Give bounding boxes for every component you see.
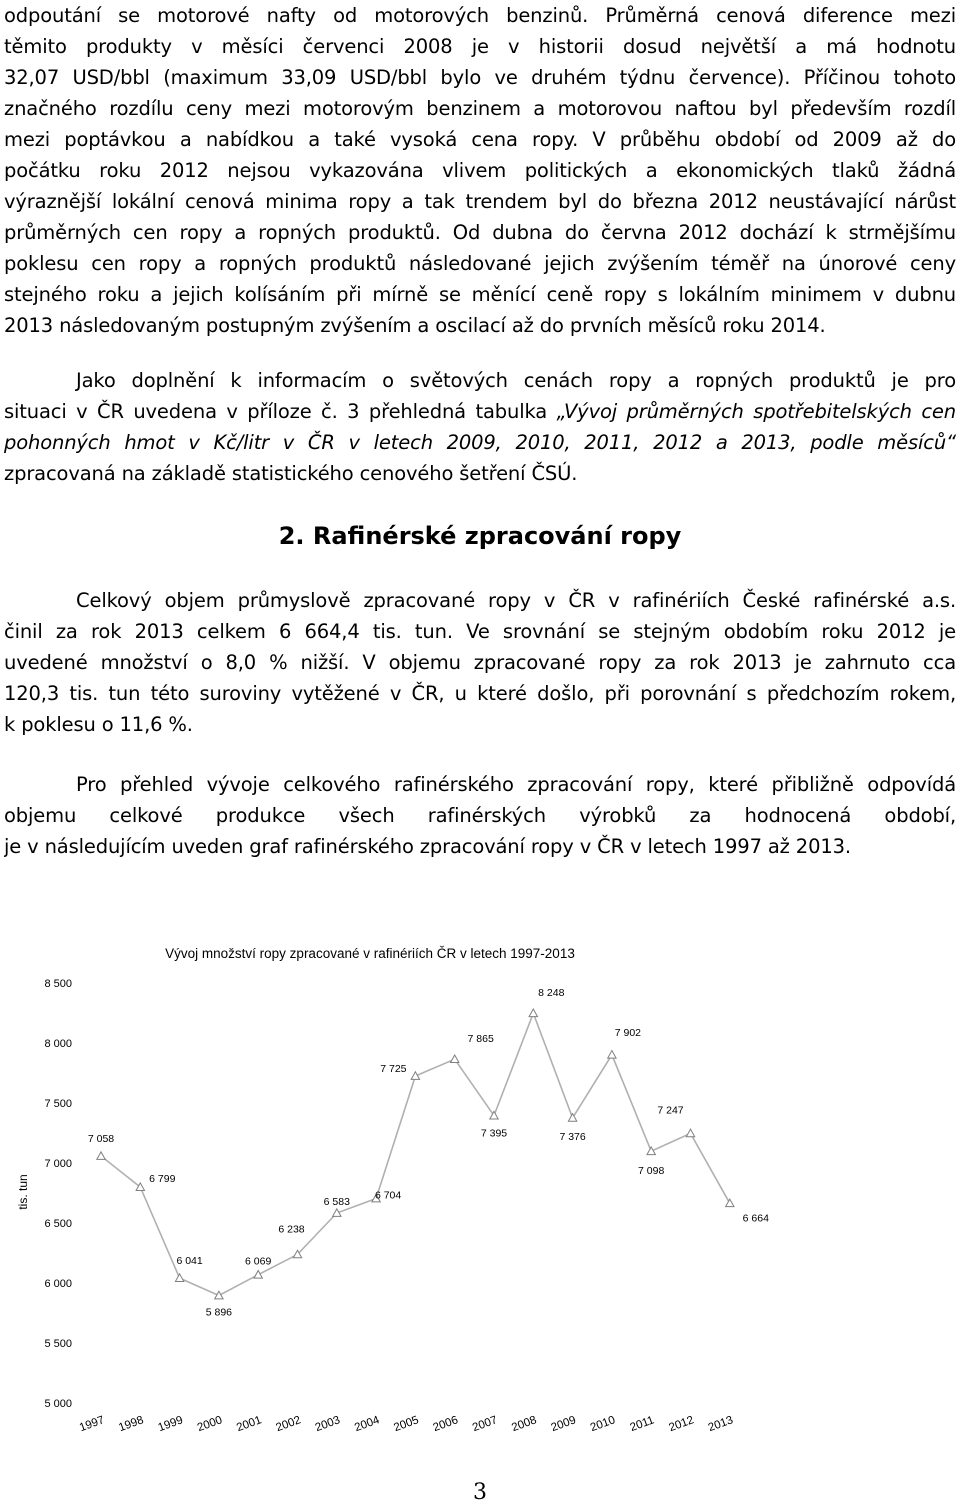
x-tick-label: 2002 [274, 1414, 303, 1435]
paragraph-chart-intro [4, 769, 956, 862]
paragraph-line: Celkový objem průmyslově zpracované ropy v ČR v rafinériích České rafinérské a.s. [76, 589, 956, 612]
data-point-marker [529, 1009, 537, 1017]
data-point-marker [568, 1114, 576, 1122]
y-tick-label: 5 500 [44, 1338, 72, 1350]
x-tick-label: 1998 [117, 1414, 146, 1435]
paragraph-line: výraznější lokální cenová minima ropy a tak trendem byl do března 2012 neustávající nárůst [4, 190, 956, 213]
paragraph-line: značného rozdílu ceny mezi motorovým benzinem a motorovou naftou byl především rozdíl [4, 97, 956, 120]
data-label: 7 058 [87, 1133, 115, 1146]
paragraph-oil-prices [4, 0, 956, 341]
paragraph-line: 32,07 USD/bbl (maximum 33,09 USD/bbl bylo ve druhém týdnu července). Příčinou tohoto [4, 66, 956, 89]
data-point-marker [254, 1271, 262, 1279]
data-label: 8 248 [538, 987, 565, 1000]
x-tick-label: 2011 [628, 1414, 656, 1435]
paragraph-line [4, 396, 956, 427]
x-tick-label: 1997 [77, 1414, 107, 1435]
paragraph-line: počátku roku 2012 nejsou vykazována vlivem politických a ekonomických tlaků žádná [4, 159, 956, 182]
paragraph-line: poklesu cen ropy a ropných produktů následované jejich zvýšením téměř na únorové ceny [4, 252, 956, 275]
data-point-marker [686, 1129, 694, 1137]
y-tick-label: 6 000 [44, 1278, 72, 1290]
data-label: 7 902 [614, 1026, 642, 1039]
paragraph-line: odpoutání se motorové nafty od motorových benzinů. Průměrná cenová diference mezi [4, 4, 956, 27]
x-tick-label: 2000 [195, 1414, 224, 1435]
paragraph-line [4, 427, 956, 458]
chart-title: Vývoj množství ropy zpracované v rafinériích ČR v letech 1997-2013 [165, 946, 575, 961]
x-tick-label: 2007 [470, 1414, 500, 1435]
paragraph-line: stejného roku a jejich kolísáním při mírně se měnící ceně ropy s lokálním minimem v dubnu [4, 283, 956, 306]
x-tick-label: 2005 [392, 1414, 421, 1435]
y-tick-label: 8 500 [44, 978, 72, 990]
data-label: 6 704 [374, 1189, 402, 1202]
x-tick-label: 2001 [235, 1414, 264, 1435]
x-tick-label: 2013 [706, 1414, 735, 1435]
paragraph-line: průměrných cen ropy a ropných produktů. Od dubna do června 2012 dochází k strmějšímu [4, 221, 956, 244]
paragraph-line: je v následujícím uveden graf rafinérského zpracování ropy v ČR v letech 1997 až 2013. [4, 835, 851, 858]
data-label: 7 376 [559, 1130, 586, 1143]
x-axis-ticks [78, 1414, 735, 1434]
page-number: 3 [473, 1480, 487, 1505]
data-point-marker [175, 1274, 183, 1282]
paragraph-line: 120,3 tis. tun této suroviny vytěžené v ČR, u které došlo, při porovnání s předchozím rokem, [4, 682, 956, 705]
paragraph-text: situaci v ČR uvedena v příloze č. 3 přehledná tabulka [4, 400, 557, 423]
paragraph-appendix-reference [4, 365, 956, 489]
table-title-italic: pohonných hmot v Kč/litr v ČR v letech 2009, 2010, 2011, 2012 a 2013, podle měsíců“ [4, 431, 956, 454]
data-point-marker [726, 1199, 734, 1207]
data-label: 6 799 [149, 1173, 176, 1186]
data-labels [88, 987, 769, 1318]
paragraph-line: k poklesu o 11,6 %. [4, 713, 193, 736]
x-tick-label: 1999 [156, 1414, 185, 1435]
data-label: 7 725 [380, 1063, 407, 1075]
x-tick-label: 2009 [549, 1414, 578, 1435]
y-tick-label: 5 000 [44, 1398, 72, 1410]
x-tick-label: 2003 [313, 1414, 342, 1435]
data-label: 6 583 [323, 1196, 350, 1209]
data-label: 6 664 [742, 1212, 769, 1225]
data-label: 6 041 [176, 1255, 203, 1268]
data-label: 6 069 [245, 1255, 272, 1268]
data-point-marker [608, 1051, 616, 1059]
paragraph-line: uvedené množství o 8,0 % nižší. V objemu zpracované ropy za rok 2013 je zahrnuto cca [4, 651, 956, 674]
data-point-marker [97, 1152, 105, 1160]
paragraph-refinery-volume [4, 585, 956, 740]
data-label: 5 896 [205, 1306, 233, 1319]
paragraph-line: zpracovaná na základě statistického cenového šetření ČSÚ. [4, 462, 578, 485]
paragraph-line: 2013 následovaným postupným zvýšením a oscilací až do prvních měsíců roku 2014. [4, 314, 826, 337]
paragraph-line: Pro přehled vývoje celkového rafinérského zpracování ropy, které přibližně odpovídá [76, 773, 956, 796]
refinery-processing-chart [0, 930, 960, 1440]
y-tick-label: 7 500 [44, 1098, 72, 1110]
data-label: 7 098 [638, 1165, 665, 1178]
paragraph-line: mezi poptávkou a nabídkou a také vysoká cena ropy. V průběhu období od 2009 až do [4, 128, 956, 151]
y-tick-label: 7 000 [44, 1158, 72, 1170]
x-tick-label: 2006 [431, 1414, 460, 1435]
paragraph-line: objemu celkové produkce všech rafinérských výrobků za hodnocená období, [4, 804, 956, 827]
data-point-marker [451, 1055, 459, 1063]
paragraph-line: těmito produkty v měsíci červenci 2008 je v historii dosud největší a má hodnotu [4, 35, 956, 58]
table-title-italic: „Vývoj průměrných spotřebitelských cen [556, 400, 956, 423]
y-axis-ticks [44, 978, 72, 1410]
x-tick-label: 2004 [352, 1414, 382, 1435]
data-label: 7 865 [467, 1033, 494, 1046]
series-line [101, 1013, 730, 1295]
paragraph-line: Jako doplnění k informacím o světových cenách ropy a ropných produktů je pro [76, 369, 956, 392]
data-label: 6 238 [278, 1223, 305, 1236]
data-label: 7 247 [657, 1104, 684, 1117]
paragraph-line: činil za rok 2013 celkem 6 664,4 tis. tun. Ve srovnání se stejným obdobím roku 2012 je [4, 620, 956, 643]
x-tick-label: 2010 [588, 1414, 617, 1435]
x-tick-label: 2012 [667, 1414, 696, 1435]
y-tick-label: 8 000 [44, 1038, 72, 1050]
data-point-marker [647, 1147, 655, 1155]
section-heading: 2. Rafinérské zpracování ropy [278, 522, 682, 550]
data-label: 7 395 [480, 1127, 508, 1140]
y-tick-label: 6 500 [44, 1218, 72, 1230]
x-tick-label: 2008 [510, 1414, 539, 1435]
chart-y-axis-label: tis. tun [16, 1174, 30, 1210]
